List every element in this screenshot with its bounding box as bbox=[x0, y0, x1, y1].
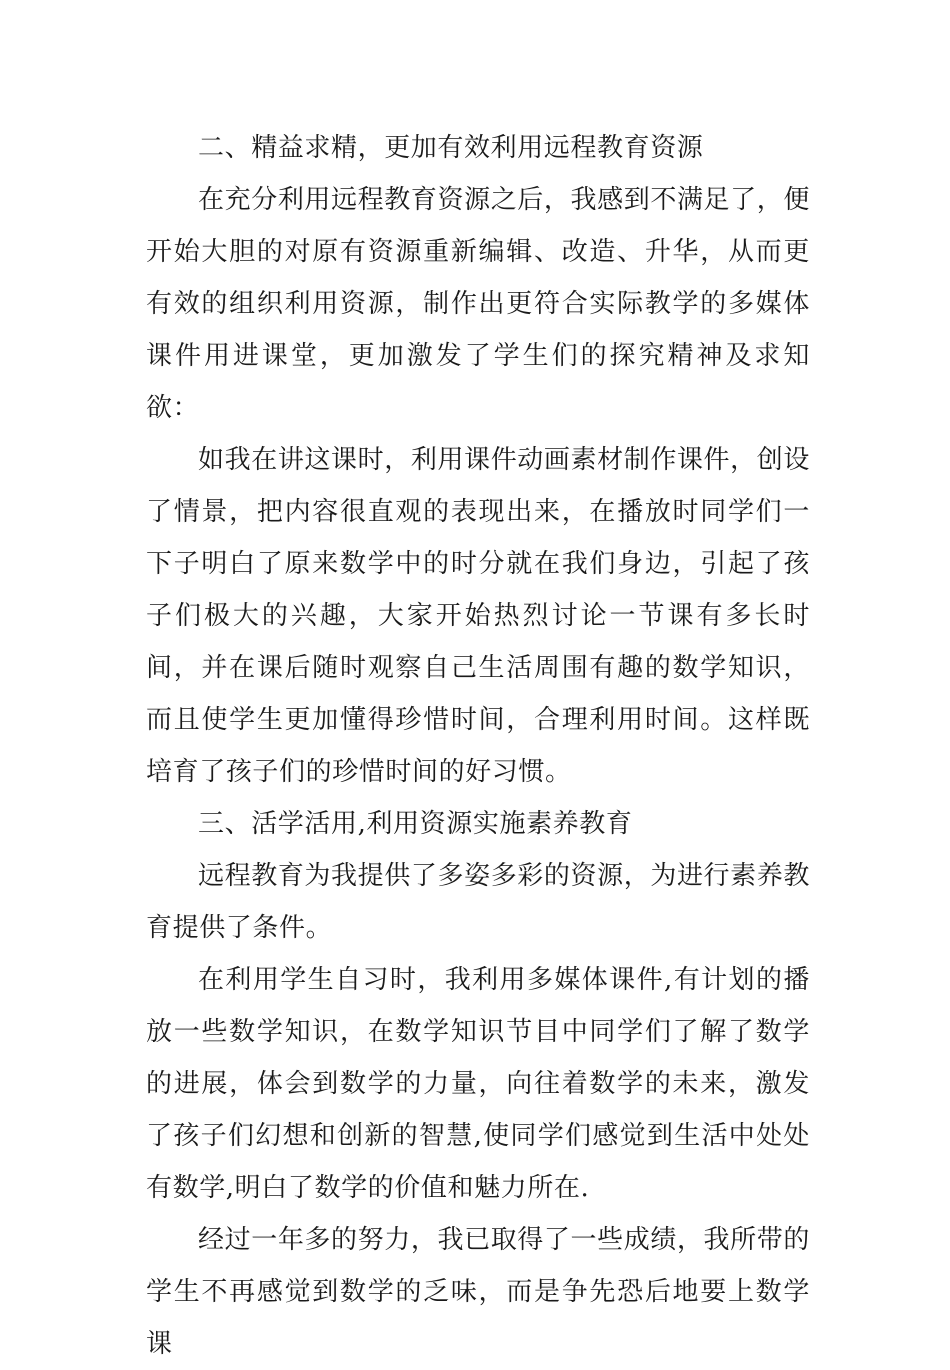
paragraph: 远程教育为我提供了多姿多彩的资源，为进行素养教育提供了条件。 bbox=[146, 861, 810, 943]
document-body bbox=[146, 122, 810, 1370]
paragraph: 在利用学生自习时，我利用多媒体课件,有计划的播放一些数学知识，在数学知识节目中同学们了解了数学的进展，体会到数学的力量，向往着数学的未来，激发了孩子们幻想和创新的智慧,使同学们感觉到生活中处处有数学,明白了数学的价值和魅力所在. bbox=[146, 965, 810, 1203]
paragraph: 如我在讲这课时，利用课件动画素材制作课件，创设了情景，把内容很直观的表现出来，在播放时同学们一下子明白了原来数学中的时分就在我们身边，引起了孩子们极大的兴趣，大家开始热烈讨论一节课有多长时间，并在课后随时观察自己生活周围有趣的数学知识，而且使学生更加懂得珍惜时间，合理利用时间。这样既培育了孩子们的珍惜时间的好习惯。 bbox=[146, 445, 810, 787]
paragraph: 在充分利用远程教育资源之后，我感到不满足了，便开始大胆的对原有资源重新编辑、改造、升华，从而更有效的组织利用资源，制作出更符合实际教学的多媒体课件用进课堂，更加激发了学生们的探究精神及求知欲： bbox=[146, 185, 810, 423]
section-heading-3: 三、活学活用,利用资源实施素养教育 bbox=[198, 809, 633, 839]
paragraph: 经过一年多的努力，我已取得了一些成绩，我所带的学生不再感觉到数学的乏味，而是争先恐后地要上数学课 bbox=[146, 1225, 810, 1359]
section-heading-2: 二、精益求精，更加有效利用远程教育资源 bbox=[198, 133, 704, 163]
